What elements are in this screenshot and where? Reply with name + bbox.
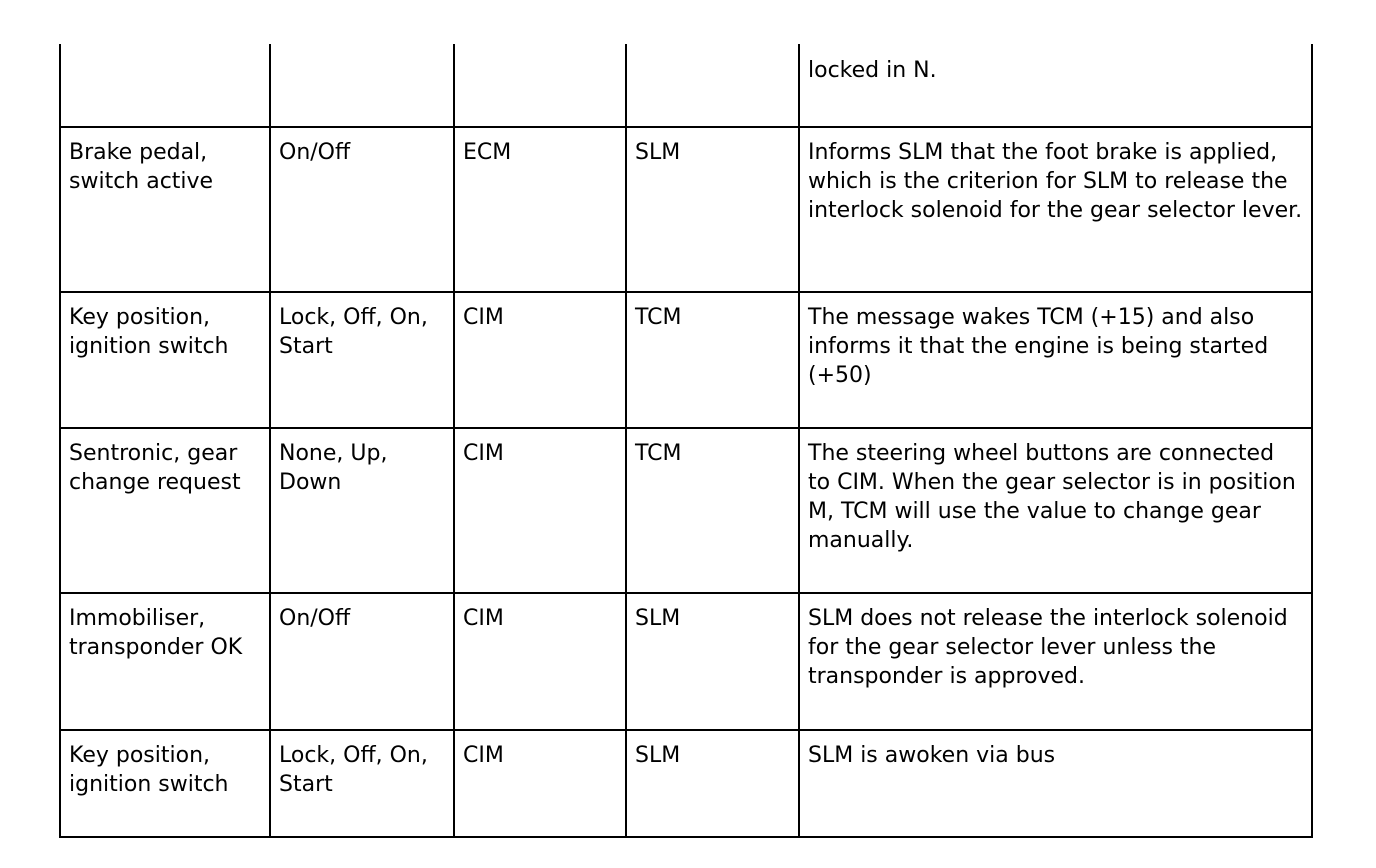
description-cell: locked in N. — [799, 44, 1312, 127]
description-cell: SLM is awoken via bus — [799, 730, 1312, 837]
receiver-cell: SLM — [626, 593, 799, 730]
receiver-cell: SLM — [626, 127, 799, 292]
table-row — [60, 292, 1312, 428]
transmitter-cell: CIM — [454, 428, 626, 593]
table-row — [60, 730, 1312, 837]
values-cell: On/Off — [270, 593, 454, 730]
values-cell: On/Off — [270, 127, 454, 292]
signal-cell: Brake pedal, switch active — [60, 127, 270, 292]
signal-cell: Key position, ignition switch — [60, 730, 270, 837]
transmitter-cell — [454, 44, 626, 127]
description-cell: Informs SLM that the foot brake is applied, which is the criterion for SLM to release the interlock solenoid for the gear selector lever. — [799, 127, 1312, 292]
signal-cell — [60, 44, 270, 127]
description-cell: The message wakes TCM (+15) and also informs it that the engine is being started (+50) — [799, 292, 1312, 428]
table-row — [60, 44, 1312, 127]
signal-cell: Sentronic, gear change request — [60, 428, 270, 593]
table-row — [60, 593, 1312, 730]
receiver-cell: TCM — [626, 428, 799, 593]
values-cell: Lock, Off, On, Start — [270, 292, 454, 428]
signal-table — [59, 44, 1313, 838]
description-cell: SLM does not release the interlock solenoid for the gear selector lever unless the transponder is approved. — [799, 593, 1312, 730]
transmitter-cell: CIM — [454, 292, 626, 428]
receiver-cell: SLM — [626, 730, 799, 837]
signal-cell: Key position, ignition switch — [60, 292, 270, 428]
values-cell: Lock, Off, On, Start — [270, 730, 454, 837]
values-cell: None, Up, Down — [270, 428, 454, 593]
values-cell — [270, 44, 454, 127]
transmitter-cell: ECM — [454, 127, 626, 292]
description-cell: The steering wheel buttons are connected to CIM. When the gear selector is in position M, TCM will use the value to change gear manually. — [799, 428, 1312, 593]
signal-cell: Immobiliser, transponder OK — [60, 593, 270, 730]
transmitter-cell: CIM — [454, 730, 626, 837]
transmitter-cell: CIM — [454, 593, 626, 730]
receiver-cell: TCM — [626, 292, 799, 428]
table-row — [60, 127, 1312, 292]
table-row — [60, 428, 1312, 593]
receiver-cell — [626, 44, 799, 127]
